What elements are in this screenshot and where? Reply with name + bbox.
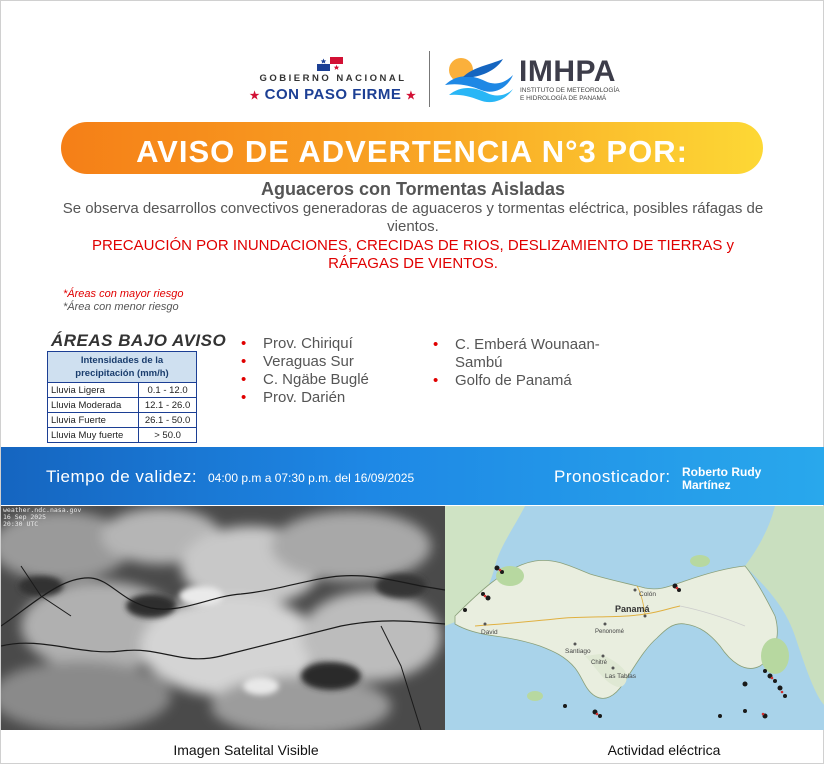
star-icon: ★	[249, 90, 260, 102]
satellite-stamp	[3, 507, 81, 528]
agency-name: IMHPA	[519, 55, 616, 88]
areas-title: ÁREAS BAJO AVISO	[51, 331, 227, 350]
lightning-map	[445, 506, 824, 730]
intensity-table	[47, 351, 197, 443]
agency-subtitle-line2: E HIDROLOGÍA DE PANAMÁ	[520, 95, 607, 102]
intensity-range: > 50.0	[139, 428, 197, 443]
government-motto	[247, 86, 419, 103]
satellite-image	[1, 506, 445, 730]
stamp-line: 20:30 UTC	[3, 520, 39, 528]
list-item: • Golfo de Panamá	[431, 372, 631, 390]
star-icon: ★	[406, 90, 417, 102]
intensity-range: 26.1 - 50.0	[139, 413, 197, 428]
stamp-line: weather.ndc.nasa.gov	[3, 506, 82, 514]
table-row	[48, 398, 197, 413]
event-subtitle: Aguaceros con Tormentas Aisladas	[260, 179, 566, 199]
event-description: Se observa desarrollos convectivos generadoras de aguaceros y tormentas eléctrica, posibles ráfagas de vientos.	[62, 200, 764, 235]
areas-list-2	[431, 336, 631, 390]
legend-high-risk: *Áreas con mayor riesgo	[63, 288, 184, 300]
validity-label-text: Tiempo de validez	[46, 467, 192, 486]
panama-flag-icon	[317, 57, 343, 71]
header-divider	[429, 51, 430, 107]
precaution-text: PRECAUCIÓN POR INUNDACIONES, CRECIDAS DE RIOS, DESLIZAMIENTO DE TIERRAS y RÁFAGAS DE VIENTOS.	[91, 237, 735, 272]
satellite-clouds-icon	[1, 506, 445, 730]
list-item: • Prov. Darién	[239, 389, 419, 407]
agency-subtitle-line1: INSTITUTO DE METEOROLOGÍA	[520, 87, 620, 94]
map-label-colon: Colón	[639, 591, 656, 598]
map-label-chitre: Chitré	[591, 660, 608, 666]
validity-value: 04:00 p.m a 07:30 p.m. del 16/09/2025	[208, 471, 415, 485]
intensity-label: Lluvia Fuerte	[48, 413, 139, 428]
intensity-label: Lluvia Muy fuerte	[48, 428, 139, 443]
lightning-map-graphic	[445, 506, 824, 730]
table-row	[48, 413, 197, 428]
list-item: • Veraguas Sur	[239, 353, 419, 371]
intensity-table-header: Intensidades de la precipitación (mm/h)	[48, 352, 197, 383]
table-row	[48, 428, 197, 443]
map-label-las-tablas: Las Tablas	[605, 673, 636, 680]
government-motto-text: CON PASO FIRME	[264, 86, 402, 103]
stamp-line: 16 Sep 2025	[3, 513, 47, 521]
map-label-santiago: Santiago	[565, 648, 591, 655]
government-name: GOBIERNO NACIONAL	[259, 73, 407, 84]
forecaster-name: Roberto Rudy Martínez	[682, 465, 762, 492]
map-label-david: David	[481, 629, 498, 636]
intensity-range: 12.1 - 26.0	[139, 398, 197, 413]
intensity-label: Lluvia Moderada	[48, 398, 139, 413]
forecaster-label-text: Pronosticador	[554, 467, 666, 486]
satellite-caption: Imagen Satelital Visible	[173, 742, 319, 758]
table-row	[48, 383, 197, 398]
map-label-penonome: Penonomé	[595, 629, 625, 635]
areas-list-1	[239, 335, 419, 407]
imhpa-logo-icon	[443, 53, 515, 105]
map-caption: Actividad eléctrica	[607, 742, 721, 758]
forecaster-label: Pronosticador:	[554, 467, 671, 486]
intensity-range: 0.1 - 12.0	[139, 383, 197, 398]
intensity-label: Lluvia Ligera	[48, 383, 139, 398]
list-item: • C. Emberá Wounaan-Sambú	[431, 336, 631, 372]
list-item: • Prov. Chiriquí	[239, 335, 419, 353]
list-item: • C. Ngäbe Buglé	[239, 371, 419, 389]
warning-title: AVISO DE ADVERTENCIA N°3 POR:	[136, 134, 688, 169]
legend-low-risk: *Área con menor riesgo	[63, 301, 179, 313]
validity-label: Tiempo de validez:	[46, 467, 198, 486]
map-label-panama: Panamá	[615, 604, 650, 614]
